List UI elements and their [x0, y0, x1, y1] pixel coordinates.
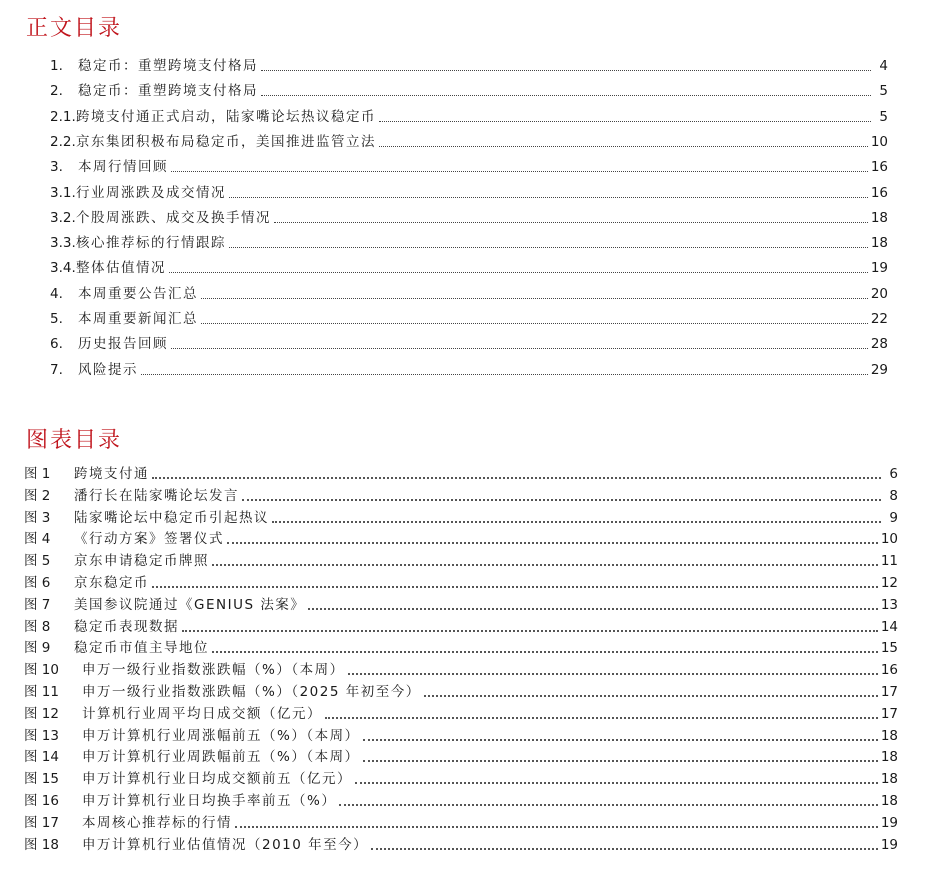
toc-entry[interactable] [50, 330, 888, 352]
figure-entry-number: 图 1 [24, 466, 51, 482]
figure-entry-title: 申万计算机行业估值情况（2010 年至今） [82, 836, 369, 853]
figure-entry[interactable] [24, 833, 898, 853]
figure-entry-number: 图 11 [24, 684, 59, 700]
figure-entry-number: 图 4 [24, 531, 51, 548]
figure-entry-number: 图 14 [24, 749, 59, 766]
dot-leader [363, 739, 878, 741]
figure-entry-number: 图 10 [24, 662, 59, 679]
toc-entry-page: 5 [879, 83, 888, 100]
toc-entry-page: 4 [879, 58, 888, 74]
toc-entry-title: 整体估值情况 [76, 260, 166, 277]
figure-entry-page: 19 [880, 814, 898, 831]
figure-entry-title: 陆家嘴论坛中稳定币引起热议 [74, 509, 269, 526]
figure-entry-number: 图 12 [24, 705, 59, 722]
figure-list-heading: 图表目录 [26, 428, 123, 453]
toc-entry[interactable] [50, 280, 888, 302]
dot-leader [171, 348, 868, 349]
figure-entry-page: 8 [889, 487, 898, 504]
figure-entry-page: 11 [880, 553, 898, 570]
toc-entry-page: 22 [870, 311, 888, 327]
toc-entry-page: 10 [870, 133, 888, 150]
toc-entry-title: 跨境支付通正式启动，陆家嘴论坛热议稳定币 [76, 108, 376, 125]
figure-entry[interactable] [24, 615, 898, 635]
figure-entry-title: 稳定币市值主导地位 [74, 640, 209, 657]
toc-entry-page: 20 [870, 285, 888, 302]
figure-entry[interactable] [24, 462, 898, 482]
figure-entry[interactable] [24, 593, 898, 613]
toc-entry-title: 本周重要新闻汇总 [78, 311, 198, 327]
figure-entry-title: 申万一级行业指数涨跌幅（%）（本周） [82, 662, 345, 679]
toc-entry-title: 京东集团积极布局稳定币，美国推进监管立法 [76, 133, 376, 150]
toc-entry-number: 4. [50, 285, 63, 302]
figure-entry-page: 19 [880, 836, 898, 853]
figure-entry-page: 16 [880, 662, 898, 679]
dot-leader [339, 804, 877, 806]
toc-entry-title: 行业周涨跌及成交情况 [76, 184, 226, 201]
figure-entry[interactable] [24, 549, 898, 569]
toc-entry-page: 16 [870, 159, 888, 176]
toc-entry-page: 29 [870, 361, 888, 378]
figure-entry-page: 13 [880, 596, 898, 613]
figure-entry-page: 15 [880, 640, 898, 657]
dot-leader [152, 586, 878, 588]
dot-leader [379, 121, 871, 122]
figure-entry-page: 10 [880, 531, 898, 548]
figure-entry-page: 9 [889, 509, 898, 526]
figure-entry-number: 图 2 [24, 487, 51, 504]
toc-entry[interactable] [50, 254, 888, 276]
toc-entry[interactable] [50, 179, 888, 201]
figure-entry-title: 申万计算机行业日均换手率前五（%） [82, 793, 337, 809]
toc-entry-number: 3. [50, 159, 63, 176]
toc-entry-title: 风险提示 [78, 361, 138, 378]
toc-entry-number: 2.2. [50, 133, 76, 150]
figure-entry[interactable] [24, 702, 898, 722]
toc-entry-title: 历史报告回顾 [78, 336, 168, 353]
toc-entry-number: 3.4. [50, 260, 76, 277]
figure-entry[interactable] [24, 724, 898, 744]
figure-entry-number: 图 15 [24, 771, 59, 788]
toc-entry-number: 3.2. [50, 209, 76, 226]
dot-leader [212, 564, 878, 566]
dot-leader [274, 222, 868, 223]
figure-entry-title: 京东稳定币 [74, 575, 149, 591]
figure-entry[interactable] [24, 680, 898, 700]
figure-entry-number: 图 3 [24, 509, 51, 526]
figure-entry-title: 申万一级行业指数涨跌幅（%）（2025 年初至今） [82, 684, 421, 700]
figure-entry-page: 12 [880, 575, 898, 591]
toc-entry-number: 3.3. [50, 235, 76, 252]
toc-heading: 正文目录 [26, 16, 123, 41]
toc-entry[interactable] [50, 103, 888, 125]
figure-entry-page: 18 [880, 793, 898, 809]
figure-entry-number: 图 16 [24, 793, 59, 809]
figure-entry[interactable] [24, 636, 898, 656]
dot-leader [169, 272, 868, 273]
figure-entry-title: 稳定币表现数据 [74, 618, 179, 635]
toc-entry[interactable] [50, 153, 888, 175]
figure-entry-title: 跨境支付通 [74, 466, 149, 482]
toc-entry[interactable] [50, 229, 888, 251]
toc-entry[interactable] [50, 77, 888, 99]
dot-leader [379, 146, 868, 147]
figure-entry-title: 计算机行业周平均日成交额（亿元） [82, 705, 322, 722]
figure-entry[interactable] [24, 789, 898, 809]
toc-entry-page: 19 [870, 260, 888, 277]
figure-entry-page: 18 [880, 771, 898, 788]
dot-leader [348, 673, 878, 675]
figure-entry-title: 潘行长在陆家嘴论坛发言 [74, 487, 239, 504]
toc-entry-number: 7. [50, 361, 63, 378]
dot-leader [363, 760, 878, 762]
figure-entry-page: 14 [880, 618, 898, 635]
figure-entry[interactable] [24, 506, 898, 526]
toc-entry-title: 稳定币：重塑跨境支付格局 [78, 83, 258, 100]
figure-entry-number: 图 8 [24, 618, 51, 635]
figure-entry[interactable] [24, 527, 898, 547]
toc-entry-title: 本周重要公告汇总 [78, 285, 198, 302]
figure-entry-title: 申万计算机行业日均成交额前五（亿元） [82, 771, 352, 788]
figure-entry-number: 图 7 [24, 596, 51, 613]
toc-entry-number: 2.1. [50, 108, 76, 125]
toc-entry-number: 3.1. [50, 184, 76, 201]
toc-entry-title: 个股周涨跌、成交及换手情况 [76, 209, 271, 226]
toc-entry[interactable] [50, 128, 888, 150]
dot-leader [308, 608, 878, 610]
figure-entry-page: 18 [880, 749, 898, 766]
dot-leader [229, 247, 868, 248]
toc-entry-number: 1. [50, 58, 63, 74]
figure-entry-page: 6 [889, 466, 898, 482]
toc-entry-page: 5 [879, 108, 888, 125]
dot-leader [171, 171, 868, 172]
dot-leader [424, 695, 878, 697]
toc-entry[interactable] [50, 356, 888, 378]
dot-leader [229, 197, 868, 198]
dot-leader [182, 630, 878, 632]
figure-entry-number: 图 5 [24, 553, 51, 570]
figure-entry[interactable] [24, 484, 898, 504]
toc-entry-page: 18 [870, 235, 888, 252]
figure-entry-title: 申万计算机行业周跌幅前五（%）（本周） [82, 749, 360, 766]
figure-entry[interactable] [24, 658, 898, 678]
figure-entry-number: 图 18 [24, 836, 59, 853]
figure-entry-title: 《行动方案》签署仪式 [74, 531, 224, 548]
figure-entry-page: 17 [880, 705, 898, 722]
dot-leader [235, 826, 878, 828]
figure-entry-page: 18 [880, 727, 898, 744]
toc-entry-page: 18 [870, 209, 888, 226]
toc-entry[interactable] [50, 305, 888, 327]
figure-entry[interactable] [24, 767, 898, 787]
figure-entry-number: 图 9 [24, 640, 51, 657]
figure-entry[interactable] [24, 745, 898, 765]
figure-entry-title: 京东申请稳定币牌照 [74, 553, 209, 570]
toc-entry-number: 5. [50, 311, 63, 327]
figure-entry[interactable] [24, 811, 898, 831]
dot-leader [242, 499, 881, 501]
figure-entry-title: 美国参议院通过《GENIUS 法案》 [74, 596, 306, 613]
dot-leader [141, 374, 868, 375]
dot-leader [371, 848, 878, 850]
toc-entry-number: 2. [50, 83, 63, 100]
figure-entry-number: 图 13 [24, 727, 59, 744]
toc-entry[interactable] [50, 204, 888, 226]
dot-leader [261, 70, 871, 71]
toc-entry-page: 16 [870, 184, 888, 201]
toc-entry-title: 核心推荐标的行情跟踪 [76, 235, 226, 252]
figure-entry-title: 本周核心推荐标的行情 [82, 814, 232, 831]
toc-entry[interactable] [50, 52, 888, 74]
dot-leader [201, 323, 868, 324]
dot-leader [355, 782, 878, 784]
toc-entry-page: 28 [870, 336, 888, 353]
figure-entry-page: 17 [880, 684, 898, 700]
figure-entry[interactable] [24, 571, 898, 591]
toc-entry-title: 本周行情回顾 [78, 159, 168, 176]
figure-entry-number: 图 17 [24, 814, 59, 831]
toc-entry-title: 稳定币：重塑跨境支付格局 [78, 58, 258, 74]
dot-leader [212, 651, 878, 653]
dot-leader [152, 477, 881, 479]
dot-leader [272, 521, 881, 523]
dot-leader [201, 298, 868, 299]
dot-leader [261, 95, 871, 96]
dot-leader [325, 717, 878, 719]
figure-entry-title: 申万计算机行业周涨幅前五（%）（本周） [82, 727, 360, 744]
toc-entry-number: 6. [50, 336, 63, 353]
figure-entry-number: 图 6 [24, 575, 51, 591]
dot-leader [227, 542, 878, 544]
